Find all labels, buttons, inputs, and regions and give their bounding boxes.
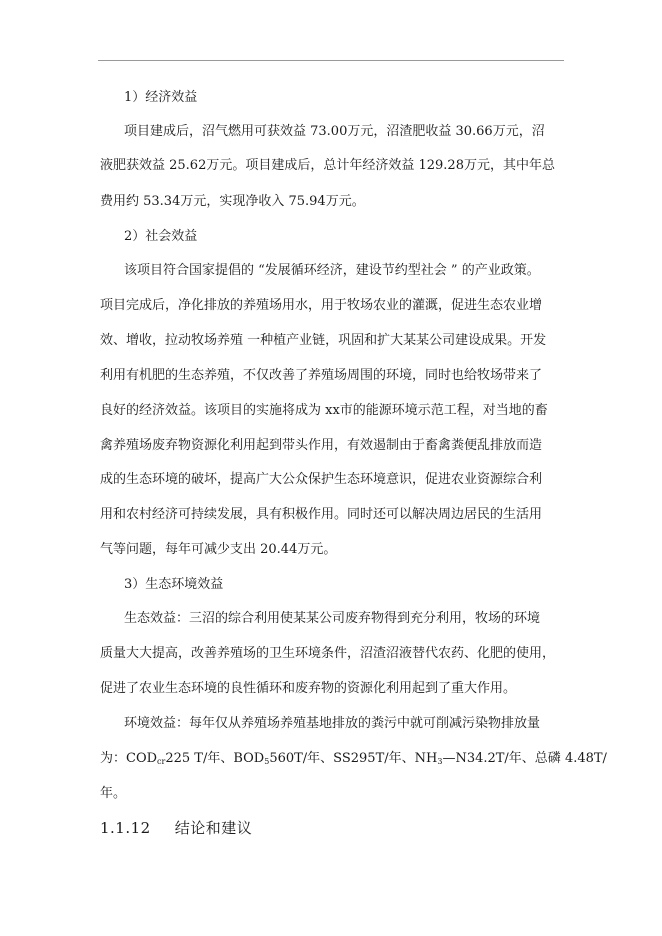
paragraph-social-line-8: 用和农村经济可持续发展，具有积极作用。同时还可以解决周边居民的生活用 bbox=[100, 507, 543, 522]
heading-economic-benefits: 1）经济效益 bbox=[124, 90, 198, 105]
paragraph-emissions-end: 年。 bbox=[100, 786, 127, 801]
paragraph-economic-line-2: 液肥获效益 25.62万元。项目建成后，总计年经济效益 129.28万元，其中年总 bbox=[100, 158, 555, 173]
section-number: 1.1.12 bbox=[100, 819, 151, 837]
paragraph-emissions-line bbox=[100, 751, 607, 767]
paragraph-ecological-line-3: 促进了农业生态环境的良性循环和废弃物的资源化利用起到了重大作用。 bbox=[100, 681, 517, 696]
section-title: 结论和建议 bbox=[174, 819, 253, 837]
nh-subscript: 3 bbox=[437, 757, 443, 766]
paragraph-social-line-1: 该项目符合国家提倡的 “发展循环经济，建设节约型社会 ” 的产业政策。 bbox=[124, 263, 540, 278]
header-rule bbox=[98, 60, 564, 61]
paragraph-social-line-6: 禽养殖场废弃物资源化利用起到带头作用，有效遏制由于畜禽粪便乱排放而造 bbox=[100, 438, 543, 453]
nh-value: —N34.2T/年、总磷 4.48T/ bbox=[442, 751, 607, 766]
cod-subscript: cr bbox=[157, 757, 166, 766]
paragraph-social-line-7: 成的生态环境的破坏，提高广大公众保护生态环境意识，促进农业资源综合利 bbox=[100, 472, 543, 487]
paragraph-ecological-line-2: 质量大大提高，改善养殖场的卫生环境条件，沼渣沼液替代农药、化肥的使用， bbox=[100, 646, 556, 661]
paragraph-social-line-4: 利用有机肥的生态养殖，不仅改善了养殖场周围的环境，同时也给牧场带来了 bbox=[100, 368, 543, 383]
paragraph-social-line-3: 效、增收，拉动牧场养殖 一种植产业链，巩固和扩大某某公司建设成果。开发 bbox=[100, 333, 547, 348]
paragraph-economic-line-1: 项目建成后，沼气燃用可获效益 73.00万元，沼渣肥收益 30.66万元，沼 bbox=[124, 124, 545, 139]
section-heading-conclusion bbox=[100, 819, 252, 837]
cod-value: 225 T/年、BOD bbox=[165, 751, 265, 766]
paragraph-economic-line-3: 费用约 53.34万元，实现净收入 75.94万元。 bbox=[100, 194, 365, 209]
paragraph-social-line-2: 项目完成后，净化排放的养殖场用水，用于牧场农业的灌溉，促进生态农业增 bbox=[100, 298, 543, 313]
heading-social-benefits: 2）社会效益 bbox=[124, 229, 198, 244]
bod-value: 560T/年、SS295T/年、NH bbox=[269, 751, 438, 766]
emissions-prefix: 为：COD bbox=[100, 751, 158, 766]
paragraph-social-line-9: 气等问题，每年可减少支出 20.44万元。 bbox=[100, 542, 337, 557]
paragraph-ecological-line-1: 生态效益：三沼的综合利用使某某公司废弃物得到充分利用，牧场的环境 bbox=[124, 611, 541, 626]
paragraph-social-line-5: 良好的经济效益。该项目的实施将成为 xx市的能源环境示范工程，对当地的畜 bbox=[100, 403, 548, 418]
bod-subscript: 5 bbox=[264, 757, 270, 766]
heading-ecological-benefits: 3）生态环境效益 bbox=[124, 577, 224, 592]
paragraph-environmental-line-1: 环境效益：每年仅从养殖场养殖基地排放的粪污中就可削减污染物排放量 bbox=[124, 716, 541, 731]
